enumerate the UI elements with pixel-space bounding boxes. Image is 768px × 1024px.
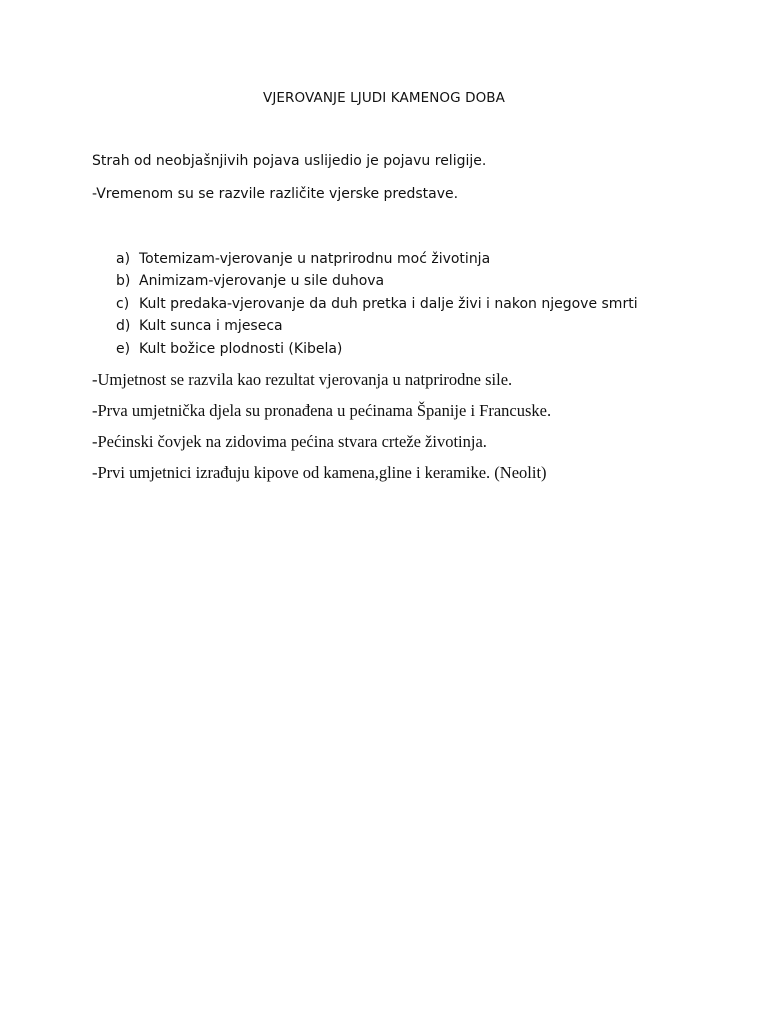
list-item bbox=[0, 250, 768, 272]
intro-line-1: Strah od neobjašnjivih pojava uslijedio je pojavu religije. bbox=[92, 153, 487, 169]
list-marker: a) bbox=[116, 251, 131, 267]
religion-types-list bbox=[0, 250, 768, 362]
list-item bbox=[0, 340, 768, 362]
art-note-1: -Umjetnost se razvila kao rezultat vjerovanja u natprirodne sile. bbox=[92, 370, 513, 389]
list-item-text: Kult božice plodnosti (Kibela) bbox=[139, 340, 343, 357]
document-title: VJEROVANJE LJUDI KAMENOG DOBA bbox=[263, 90, 505, 106]
list-item bbox=[0, 272, 768, 294]
art-note-4: -Prvi umjetnici izrađuju kipove od kamena,gline i keramike. (Neolit) bbox=[92, 463, 547, 482]
list-item bbox=[0, 295, 768, 317]
intro-line-2: -Vremenom su se razvile različite vjerske predstave. bbox=[92, 186, 459, 202]
list-marker: d) bbox=[116, 318, 131, 335]
list-item bbox=[0, 317, 768, 339]
list-marker: c) bbox=[116, 295, 130, 312]
list-marker: e) bbox=[116, 340, 131, 357]
art-note-3: -Pećinski čovjek na zidovima pećina stvara crteže životinja. bbox=[92, 432, 487, 451]
list-item-text: Kult sunca i mjeseca bbox=[139, 318, 283, 335]
list-marker: b) bbox=[116, 273, 131, 290]
art-note-2: -Prva umjetnička djela su pronađena u pećinama Španije i Francuske. bbox=[92, 401, 552, 420]
list-item-text: Kult predaka-vjerovanje da duh pretka i dalje živi i nakon njegove smrti bbox=[139, 295, 638, 312]
list-item-text: Totemizam-vjerovanje u natprirodnu moć životinja bbox=[139, 251, 491, 267]
list-item-text: Animizam-vjerovanje u sile duhova bbox=[139, 273, 385, 290]
